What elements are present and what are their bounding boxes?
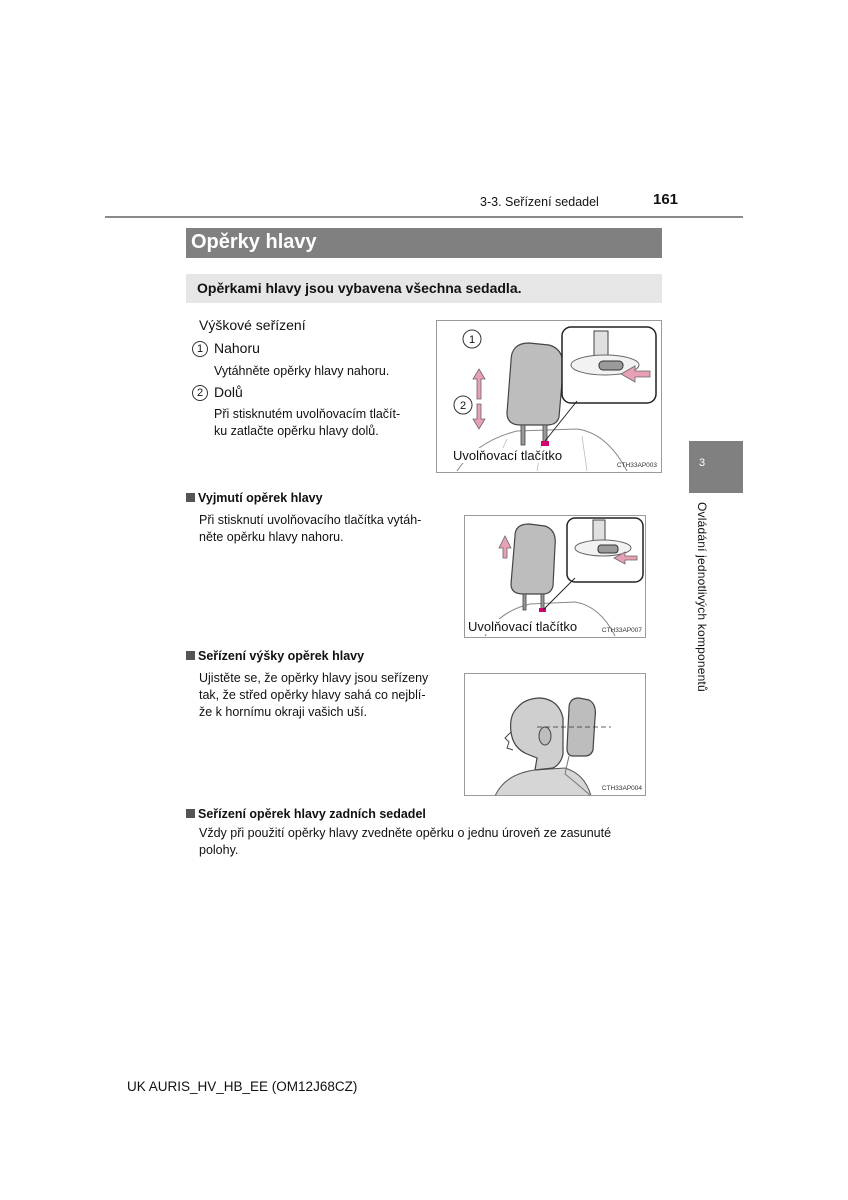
section-body-height: Ujistěte se, že opěrky hlavy jsou seřízeny tak, že střed opěrky hlavy sahá co nejblí- že k hornímu okraji vašich uší. xyxy=(199,671,429,719)
figure-code-2: CTH33AP007 xyxy=(601,627,642,634)
figure-height-position xyxy=(464,673,646,796)
page-title-bar xyxy=(186,228,662,258)
section-heading-rear: Seřízení opěrek hlavy zadních sedadel xyxy=(186,807,426,821)
footer-model-code: UK AURIS_HV_HB_EE (OM12J68CZ) xyxy=(127,1079,358,1094)
header-section-title: 3-3. Seřízení sedadel xyxy=(480,195,599,209)
section-heading-remove: Vyjmutí opěrek hlavy xyxy=(186,491,323,505)
page-title: Opěrky hlavy xyxy=(191,231,317,253)
figure-code-3: CTH33AP004 xyxy=(601,785,642,792)
bullet-square-icon xyxy=(186,809,195,818)
bullet-square-icon xyxy=(186,651,195,660)
callout-2: 2 xyxy=(459,400,467,412)
release-button-label: Uvolňovací tlačítko xyxy=(453,448,563,463)
callout-1: 1 xyxy=(468,334,476,346)
chapter-label: Ovládání jednotlivých komponentů xyxy=(695,502,709,692)
page-number: 161 xyxy=(653,191,679,208)
section-heading-height: Seřízení výšky opěrek hlavy xyxy=(186,649,364,663)
number-badge-2: 2 xyxy=(192,385,208,401)
section-body-rear: Vždy při použití opěrky hlavy zvedněte opěrku o jednu úroveň ze zasunuté polohy. xyxy=(199,826,612,857)
release-button-label-2: Uvolňovací tlačítko xyxy=(468,619,578,634)
item-title-down: Dolů xyxy=(214,384,243,400)
height-adjust-heading: Výškové seřízení xyxy=(199,317,306,333)
section-body-remove: Při stisknutí uvolňovacího tlačítka vytáh- něte opěrku hlavy nahoru. xyxy=(199,513,422,544)
chapter-tab xyxy=(689,441,743,493)
intro-box xyxy=(186,274,662,303)
item-title-up: Nahoru xyxy=(214,340,260,356)
item-desc-up: Vytáhněte opěrky hlavy nahoru. xyxy=(214,364,390,378)
figure-code: CTH33AP003 xyxy=(616,462,657,469)
figure-remove xyxy=(464,515,646,638)
header-divider xyxy=(105,216,743,218)
head-position-illustration xyxy=(465,674,646,796)
figure-height-adjust xyxy=(436,320,662,473)
intro-text: Opěrkami hlavy jsou vybavena všechna sedadla. xyxy=(197,280,522,296)
bullet-square-icon xyxy=(186,493,195,502)
chapter-number: 3 xyxy=(699,457,706,469)
number-badge-1: 1 xyxy=(192,341,208,357)
item-desc-down: Při stisknutém uvolňovacím tlačít- ku zatlačte opěrku hlavy dolů. xyxy=(214,407,401,438)
